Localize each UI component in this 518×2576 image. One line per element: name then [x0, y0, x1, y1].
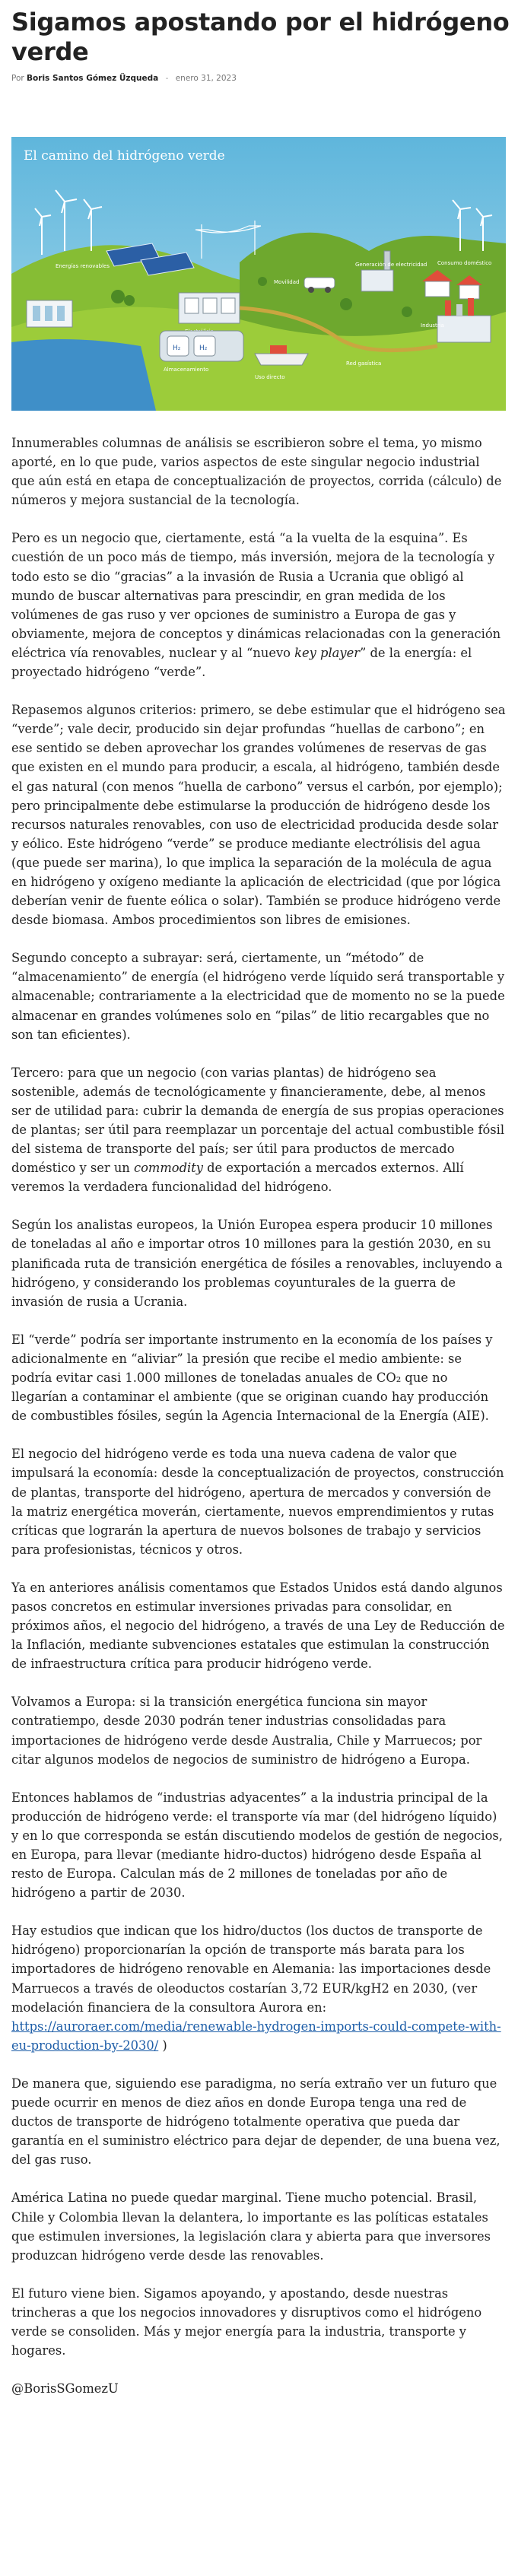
- publish-date: enero 31, 2023: [175, 74, 237, 83]
- paragraph-1: Innumerables columnas de análisis se escribieron sobre el tema, yo mismo aporté, en lo que pude, varios aspectos de este singular negocio industrial que aún está en etapa de conceptualización de proyectos, corrida (cálculo) de números y mejora sustancial de la tecnología.: [11, 436, 502, 508]
- label-direct-use: Uso directo: [255, 374, 285, 380]
- tank-label-2: H₂: [199, 345, 208, 352]
- paragraph-10: Volvamos a Europa: si la transición energética funciona sin mayor contratiempo, desde 2030 podrán tener industrias consolidadas para importaciones de hidrógeno verde desde Australia, Chile y Marruecos; por citar algunos modelos de negocios de suministro de hidrógeno a Europa.: [11, 1695, 482, 1767]
- paragraph-5-text-a: Tercero: para que un negocio (con varias plantas) de hidrógeno sea sostenible, además de tecnológicamente y financieramente, debe, al menos ser de utilidad para: cubrir la demanda de energía de sus propias operaciones de plantas; ser útil para reemplazar un porcentaje del actual combustible fósil del sistema de transporte del país; ser útil para productos de mercado doméstico y ser un: [11, 1065, 505, 1176]
- electrolysis-plant-icon: [179, 293, 240, 323]
- label-storage: Almacenamiento: [164, 367, 209, 373]
- label-domestic: Consumo doméstico: [437, 260, 492, 266]
- label-electricity-generation: Generación de electricidad: [355, 262, 427, 268]
- aurora-link[interactable]: https://auroraer.com/media/renewable-hydrogen-imports-could-compete-with-eu-production-by-2030/: [11, 2019, 501, 2053]
- paragraph-8: El negocio del hidrógeno verde es toda una nueva cadena de valor que impulsará la economía: desde la conceptualización de proyectos, construcción de plantas, transporte del hidrógeno, apertura de mercados y conversión de la matriz energética moverán, ciertamente, nuevos emprendimientos y rutas críticas que lograrán la apertura de nuevos bolsones de trabajo y servicios para profesionistas, técnicos y otros.: [11, 1447, 504, 1557]
- water-plant-icon: [27, 300, 72, 327]
- paragraph-2-text-b: ” de la energía: el proyectado hidrógeno “verde”.: [11, 645, 472, 680]
- hydrogen-storage-icon: [160, 331, 243, 361]
- paragraph-5-text-b: de exportación a mercados externos. Allí veremos la verdadera funcionalidad del hidrógeno.: [11, 1161, 464, 1195]
- paragraph-12-text-a: Hay estudios que indican que los hidro/ductos (los ductos de transporte de hidrógeno) proporcionarían la opción de transporte más barata para los importadores de hidrógeno renovable en Alemania: las importaciones desde Marruecos a través de oleoductos costarían 3,72 EUR/kgH2 en 2030, (ver modelación financiera de la consultora Aurora en:: [11, 1923, 491, 2015]
- paragraph-7: El “verde” podría ser importante instrumento en la economía de los países y adicionalmente en “aliviar” la presión que recibe el medio ambiente: se podría evitar casi 1.000 millones de toneladas anuales de CO₂ que no llegarían a contaminar el ambiente (que se originan cuando hay producción de combustibles fósiles, según la Agencia Internacional de la Energía (AIE).: [11, 1332, 493, 1424]
- byline-prefix: Por: [11, 74, 24, 83]
- hero-illustration: [11, 137, 506, 411]
- paragraph-6: Según los analistas europeos, la Unión Europea espera producir 10 millones de toneladas al año e importar otros 10 millones para la gestión 2030, en su planificada ruta de transición energética de fósiles a renovables, incluyendo a hidrógeno, y considerando los problemas coyunturales de la guerra de invasión de rusia a Ucrania.: [11, 1218, 503, 1309]
- paragraph-5-emphasis: commodity: [133, 1161, 203, 1176]
- paragraph-12: [11, 1921, 506, 2055]
- label-renewables: Energías renovables: [56, 263, 110, 269]
- byline: [0, 67, 518, 87]
- paragraph-15: El futuro viene bien. Sigamos apoyando, y apostando, desde nuestras trincheras a que los negocios innovadores y disruptivos como el hidrógeno verde se consoliden. Más y mejor energía para la industria, transporte y hogares.: [11, 2285, 482, 2358]
- label-mobility: Movilidad: [274, 279, 300, 285]
- paragraph-2-text-a: Pero es un negocio que, ciertamente, está “a la vuelta de la esquina”. Es cuestión de un poco más de tiempo, más inversión, mejora de la tecnología y todo esto se dio “gracias” a la invasión de Rusia a Ucrania que obligó al mundo de buscar alternativas para prescindir, en gran medida de los volúmenes de gas ruso y ver opciones de suministro a Europa de gas y obviamente, mejora de conceptos y dinámicas relacionadas con la generación eléctrica vía renovables, nuclear y al “nuevo: [11, 531, 501, 660]
- author-link[interactable]: Boris Santos Gómez Üzqueda: [27, 74, 159, 83]
- paragraph-9: Ya en anteriores análisis comentamos que Estados Unidos está dando algunos pasos concretos en estimular inversiones privadas para consolidar, en próximos años, el negocio del hidrógeno, a través de una Ley de Reducción de la Inflación, mediante subvenciones estatales que estimulan la construcción de infraestructura crítica para producir hidrógeno verde.: [11, 1580, 505, 1672]
- sea: [11, 339, 156, 411]
- tank-label-1: H₂: [173, 345, 181, 352]
- paragraph-4: Segundo concepto a subrayar: será, ciertamente, un “método” de “almacenamiento” de energía (el hidrógeno verde líquido será transportable y almacenable; contrariamente a la electricidad que de momento no se la puede almacenar en grandes volúmenes solo en “pilas” de litio recargables que no son tan eficientes).: [11, 951, 505, 1042]
- paragraph-3: Repasemos algunos criterios: primero, se debe estimular que el hidrógeno sea “verde”; vale decir, producido sin dejar profundas “huellas de carbono”; en ese sentido se deben aprovechar los grandes volúmenes de reservas de gas que existen en el mundo para producir, a escala, al hidrógeno, también desde el gas natural (con menos “huella de carbono” versus el carbón, por ejemplo); pero principalmente debe estimularse la producción de hidrógeno desde los recursos naturales renovables, con uso de electricidad producida desde solar y eólico. Este hidrógeno “verde” se produce mediante electrólisis del agua (que puede ser marina), lo que implica la separación de la molécula de agua en hidrógeno y oxígeno mediante la aplicación de electricidad (que por lógica deberían venir de fuente eólica o solar). También se produce hidrógeno verde desde biomasa. Ambos procedimientos son libres de emisiones.: [11, 703, 506, 928]
- hydrogen-path-infographic: [11, 137, 506, 411]
- paragraph-2-emphasis: key player: [294, 645, 360, 660]
- hero-title: El camino del hidrógeno verde: [24, 148, 225, 164]
- paragraph-5: [11, 1063, 506, 1197]
- paragraph-12-text-b: ): [158, 2038, 167, 2053]
- article-body: [11, 434, 506, 2417]
- byline-separator: -: [165, 74, 169, 83]
- paragraph-2: [11, 529, 506, 681]
- label-industry: Industria: [421, 322, 444, 329]
- author-signature: @BorisSGomezU: [11, 2381, 119, 2397]
- article-title: Sigamos apostando por el hidrógeno verde: [11, 8, 510, 66]
- label-gas-network: Red gasística: [346, 361, 382, 367]
- paragraph-13: De manera que, siguiendo ese paradigma, no sería extraño ver un futuro que puede ocurrir en menos de diez años en donde Europa tenga una red de ductos de transporte de hidrógeno totalmente operativa que pueda dar garantía en el suministro eléctrico para dejar de depender, de una buena vez, del gas ruso.: [11, 2076, 501, 2168]
- paragraph-14: América Latina no puede quedar marginal. Tiene mucho potencial. Brasil, Chile y Colombia llevan la delantera, lo importante es las políticas estatales que estimulen inversiones, la legislación clara y abierta para que inversores produzcan hidrógeno verde desde las renovables.: [11, 2190, 491, 2263]
- paragraph-11: Entonces hablamos de “industrias adyacentes” a la industria principal de la producción de hidrógeno verde: el transporte vía mar (del hidrógeno líquido) y en lo que corresponda se están discutiendo modelos de gestión de negocios, en Europa, para llevar (mediante hidro-ductos) hidrógeno desde España al resto de Europa. Calculan más de 2 millones de toneladas por año de hidrógeno a partir de 2030.: [11, 1790, 503, 1901]
